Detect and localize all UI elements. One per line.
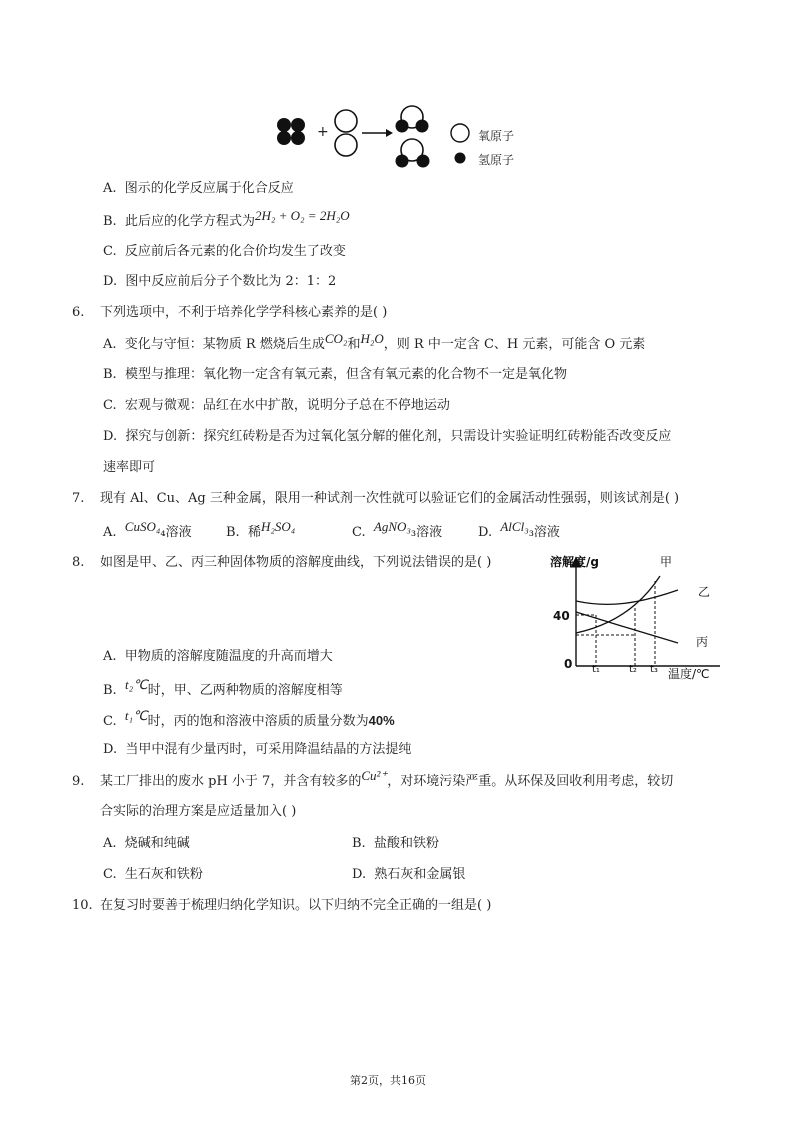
x-tick-t1: t₁: [592, 664, 600, 675]
curve-label-jia: 甲: [660, 555, 673, 569]
q7-option-d: D. AlCl₃₃溶液: [478, 519, 560, 540]
arrow-icon: [362, 129, 393, 137]
q8-option-b: B. t₂℃时，甲、乙两种物质的溶解度相等: [103, 677, 343, 698]
q9-option-c: C. 生石灰和铁粉: [103, 867, 203, 882]
water-molecules: [396, 106, 430, 168]
q7-option-b: B. 稀H₂SO₄: [226, 519, 296, 540]
curve-label-yi: 乙: [698, 585, 711, 599]
hydrogen-atom-legend-icon: [455, 153, 466, 164]
x-tick-t3: t₃: [650, 664, 658, 675]
q6-stem: 6. 下列选项中，不利于培养化学学科核心素养的是( ): [72, 305, 388, 320]
q5-option-c: C. 反应前后各元素的化合价均发生了改变: [103, 244, 346, 259]
q6-option-a: A. 变化与守恒：某物质 R 燃烧后生成CO₂和H₂O，则 R 中一定含 C、H 元素，可能含 O 元素: [103, 331, 646, 352]
curve-yi: [576, 590, 678, 604]
q6-option-b: B. 模型与推理：氧化物一定含有氧元素，但含有氧元素的化合物不一定是氧化物: [103, 367, 567, 382]
page-number: 2: [361, 1074, 368, 1087]
q8-option-d: D. 当甲中混有少量丙时，可采用降温结晶的方法提纯: [103, 742, 412, 757]
q8-option-a: A. 甲物质的溶解度随温度的升高而增大: [103, 649, 333, 664]
origin-label: 0: [564, 657, 573, 671]
page-total: 16: [401, 1074, 415, 1087]
curve-bing: [576, 612, 678, 643]
q9-option-b: B. 盐酸和铁粉: [352, 836, 439, 851]
q7-option-a: A. CuSO₄₄溶液: [103, 519, 192, 540]
q8-stem: 8. 如图是甲、乙、丙三种固体物质的溶解度曲线，下列说法错误的是( ): [72, 555, 492, 570]
q9-option-a: A. 烧碱和纯碱: [103, 836, 190, 851]
q6-option-c: C. 宏观与微观：品红在水中扩散，说明分子总在不停地运动: [103, 398, 450, 413]
q7-stem: 7. 现有 Al、Cu、Ag 三种金属，限用一种试剂一次性就可以验证它们的金属活动性强弱，则该试剂是( ): [72, 491, 680, 506]
q5-option-b: B. 此后应的化学方程式为2H₂ + O₂ = 2H₂O: [103, 208, 350, 229]
x-axis-label: 温度/℃: [668, 667, 710, 681]
q5-equation: 2H₂ + O₂ = 2H₂O: [254, 208, 350, 223]
oxygen-atom-legend-icon: [451, 124, 469, 142]
q5-option-a: A. 图示的化学反应属于化合反应: [103, 181, 294, 196]
curve-label-bing: 丙: [696, 635, 709, 649]
q9-stem: 9. 某工厂排出的废水 pH 小于 7，并含有较多的Cu²⁺，对环境污染严重。从环保及回收利用考虑，较切: [72, 768, 674, 789]
x-tick-t2: t₂: [629, 664, 637, 675]
q5-option-d: D. 图中反应前后分子个数比为 2：1：2: [103, 274, 337, 289]
page-footer: 第2页，共16页: [350, 1074, 426, 1087]
q6-option-d-continued: 速率即可: [103, 460, 156, 475]
q10-stem: 10. 在复习时要善于梳理归纳化学知识。以下归纳不完全正确的一组是( ): [72, 898, 492, 913]
q7-option-c: C. AgNO₃₃溶液: [352, 519, 443, 540]
q6-option-d: D. 探究与创新：探究红砖粉是否为过氧化氢分解的催化剂，只需设计实验证明红砖粉能否改变反应: [103, 429, 672, 444]
q9-stem-continued: 合实际的治理方案是应适量加入( ): [100, 804, 297, 819]
legend-oxygen-label: 氧原子: [478, 129, 515, 143]
legend-hydrogen-label: 氢原子: [478, 153, 515, 167]
y-tick-40: 40: [553, 609, 570, 623]
plus-sign: +: [317, 124, 329, 140]
hydrogen-molecules: [277, 118, 305, 145]
q9-option-d: D. 熟石灰和金属银: [352, 867, 466, 882]
oxygen-molecule: [335, 110, 357, 156]
y-axis-label: 溶解度/g: [550, 555, 599, 569]
solubility-graph: [548, 548, 728, 683]
q8-option-c: C. t₁℃时，丙的饱和溶液中溶质的质量分数为40%: [103, 708, 395, 729]
